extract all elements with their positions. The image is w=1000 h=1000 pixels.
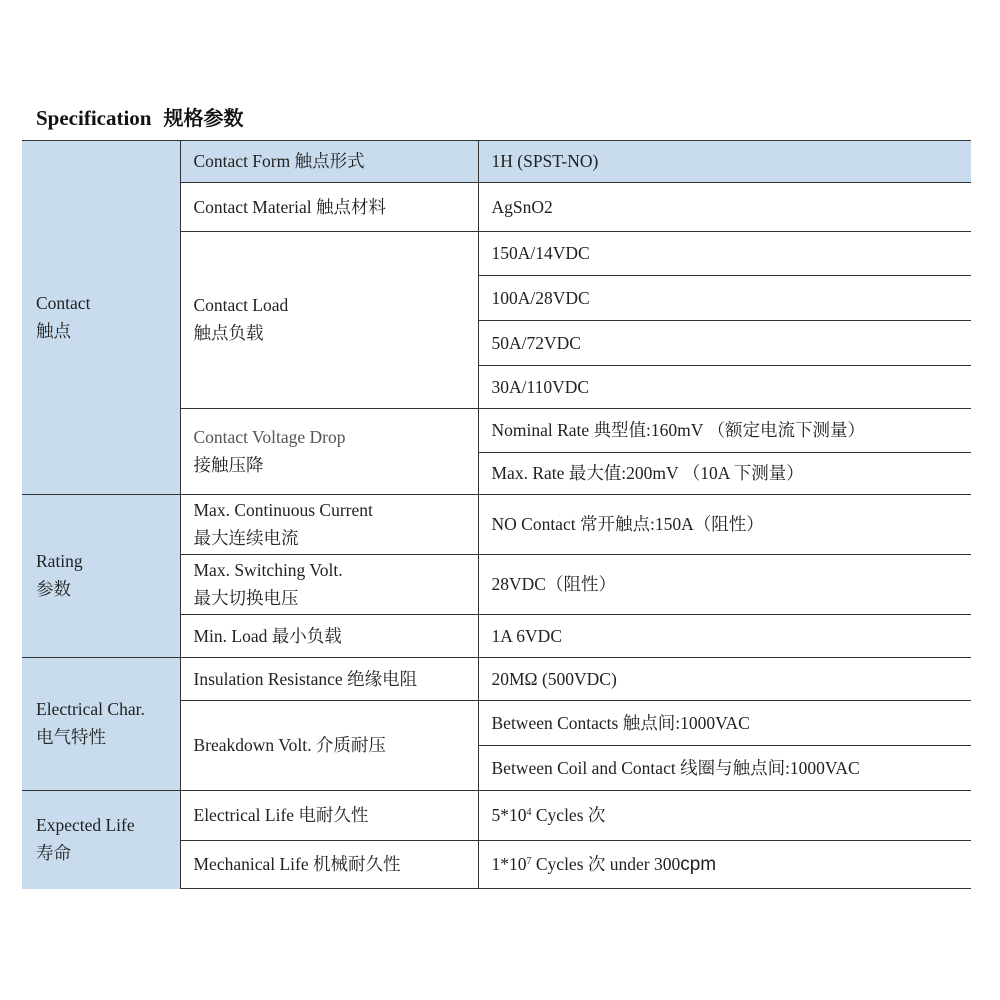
param-contact-load — [180, 232, 478, 409]
category-rating — [22, 495, 180, 658]
value-max-current: NO Contact 常开触点:150A（阻性） — [478, 495, 971, 555]
table-row — [22, 141, 971, 183]
param-label-cn: 接触压降 — [193, 455, 264, 476]
category-label-cn: 参数 — [36, 580, 71, 600]
param-contact-material: Contact Material 触点材料 — [180, 183, 478, 232]
value-electrical-life — [478, 791, 971, 841]
title-en: Specification — [36, 106, 152, 130]
value-breakdown-coil: Between Coil and Contact 线圈与触点间:1000VAC — [478, 746, 971, 791]
param-label-en: Contact Voltage Drop — [193, 426, 346, 447]
param-label-en: Max. Switching Volt. — [193, 559, 343, 580]
value-rest: Cycles 次 under 300 — [531, 854, 681, 874]
param-max-switching — [180, 555, 478, 615]
value-base: 1*10 — [491, 854, 527, 874]
param-min-load: Min. Load 最小负载 — [180, 615, 478, 658]
table-row — [22, 791, 971, 841]
value-base: 5*10 — [491, 805, 527, 825]
value-load-1: 150A/14VDC — [478, 232, 971, 276]
table-row — [22, 495, 971, 555]
param-breakdown: Breakdown Volt. 介质耐压 — [180, 701, 478, 791]
param-mechanical-life: Mechanical Life 机械耐久性 — [180, 841, 478, 889]
value-unit: cpm — [680, 854, 717, 875]
value-load-3: 50A/72VDC — [478, 321, 971, 366]
category-label-cn: 电气特性 — [36, 728, 106, 748]
value-breakdown-contacts: Between Contacts 触点间:1000VAC — [478, 701, 971, 746]
param-label-cn: 触点负载 — [193, 324, 264, 344]
category-label-cn: 触点 — [36, 321, 71, 342]
param-electrical-life: Electrical Life 电耐久性 — [180, 791, 478, 841]
category-electrical — [22, 658, 180, 791]
param-max-current — [180, 495, 478, 555]
param-label-cn: 最大切换电压 — [193, 588, 299, 609]
category-label-en: Expected Life — [36, 814, 135, 835]
param-voltage-drop — [180, 409, 478, 495]
param-label-cn: 最大连续电流 — [193, 528, 299, 549]
category-label-en: Contact — [36, 292, 91, 313]
value-contact-form: 1H (SPST-NO) — [478, 141, 971, 183]
param-label-en: Max. Continuous Current — [193, 499, 373, 520]
value-min-load: 1A 6VDC — [478, 615, 971, 658]
title-cn: 规格参数 — [163, 106, 244, 130]
value-load-2: 100A/28VDC — [478, 276, 971, 321]
value-max-switching: 28VDC（阻性） — [478, 555, 971, 615]
category-label-en: Rating — [36, 551, 83, 571]
value-mechanical-life — [478, 841, 971, 889]
value-load-4: 30A/110VDC — [478, 366, 971, 409]
value-rest: Cycles 次 — [531, 805, 606, 825]
category-label-cn: 寿命 — [36, 843, 71, 864]
value-contact-material: AgSnO2 — [478, 183, 971, 232]
specification-table — [22, 140, 971, 889]
value-exponent: 4 — [526, 807, 532, 818]
param-label-en: Contact Load — [193, 295, 289, 315]
category-life — [22, 791, 180, 889]
param-insulation: Insulation Resistance 绝缘电阻 — [180, 658, 478, 701]
value-vdrop-nominal: Nominal Rate 典型值:160mV （额定电流下测量） — [478, 409, 971, 453]
category-label-en: Electrical Char. — [36, 699, 145, 719]
page-title — [36, 102, 244, 131]
value-exponent: 7 — [526, 856, 532, 867]
param-contact-form: Contact Form 触点形式 — [180, 141, 478, 183]
value-vdrop-max: Max. Rate 最大值:200mV （10A 下测量） — [478, 453, 971, 495]
category-contact — [22, 141, 180, 495]
value-insulation: 20MΩ (500VDC) — [478, 658, 971, 701]
table-row — [22, 658, 971, 701]
